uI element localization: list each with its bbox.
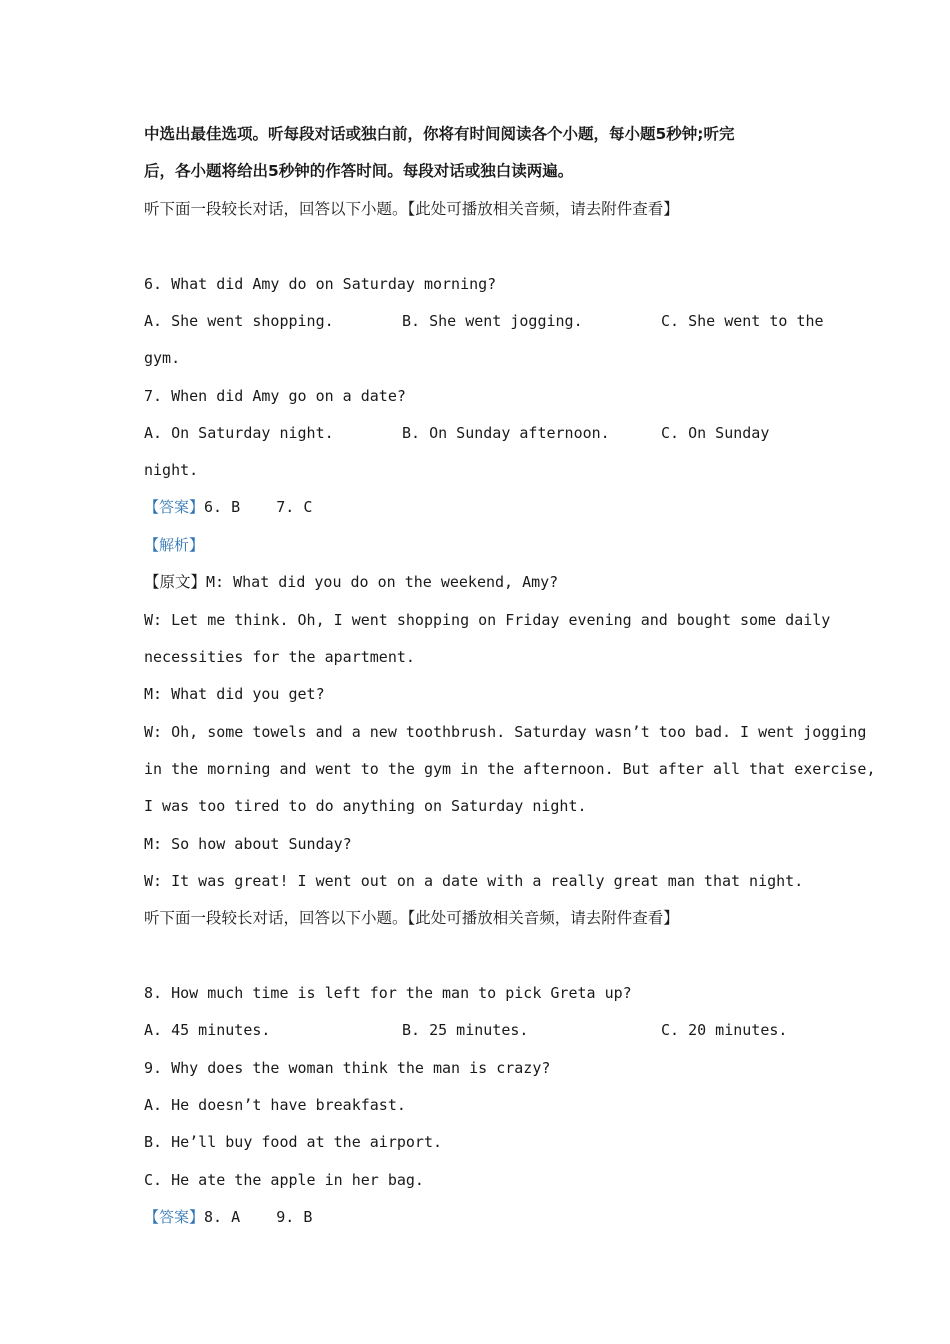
- question-9-option-a: A. He doesn’t have breakfast.: [144, 1096, 406, 1114]
- question-9-option-b: B. He’ll buy food at the airport.: [144, 1133, 443, 1151]
- transcript-tag: 【原文】: [144, 573, 207, 591]
- question-6-option-a: A. She went shopping.: [144, 312, 334, 330]
- transcript-line: M: What did you get?: [144, 685, 325, 703]
- question-6-stem: 6. What did Amy do on Saturday morning?: [144, 275, 497, 293]
- section-prompt: 听下面一段较长对话，回答以下小题。【此处可播放相关音频，请去附件查看】: [144, 200, 679, 218]
- transcript-line: necessities for the apartment.: [144, 648, 415, 666]
- answer-line-2: [144, 1207, 312, 1227]
- section-prompt: 听下面一段较长对话，回答以下小题。【此处可播放相关音频，请去附件查看】: [144, 909, 679, 927]
- answer-tag: 【答案】: [144, 498, 205, 516]
- question-8-stem: 8. How much time is left for the man to pick Greta up?: [144, 984, 632, 1002]
- question-8-option-a: A. 45 minutes.: [144, 1021, 271, 1039]
- transcript-line: M: So how about Sunday?: [144, 835, 352, 853]
- transcript-text: M: What did you do on the weekend, Amy?: [206, 573, 559, 591]
- answer-tag: 【答案】: [144, 1208, 205, 1226]
- answer-text: 8. A 9. B: [204, 1208, 313, 1226]
- question-6-option-c-continued: gym.: [144, 349, 181, 367]
- transcript-line: I was too tired to do anything on Saturday night.: [144, 797, 587, 815]
- question-7-option-a: A. On Saturday night.: [144, 424, 334, 442]
- answer-line-1: [144, 497, 312, 517]
- question-8-option-b: B. 25 minutes.: [402, 1021, 529, 1039]
- question-6-option-b: B. She went jogging.: [402, 312, 583, 330]
- question-7-option-b: B. On Sunday afternoon.: [402, 424, 610, 442]
- question-7-stem: 7. When did Amy go on a date?: [144, 387, 406, 405]
- transcript-line: W: Oh, some towels and a new toothbrush. Saturday wasn’t too bad. I went jogging: [144, 723, 867, 741]
- question-6-option-c: C. She went to the: [661, 312, 824, 330]
- question-8-option-c: C. 20 minutes.: [661, 1021, 788, 1039]
- question-9-stem: 9. Why does the woman think the man is crazy?: [144, 1059, 551, 1077]
- transcript-line: W: It was great! I went out on a date with a really great man that night.: [144, 872, 804, 890]
- question-7-option-c-continued: night.: [144, 461, 199, 479]
- transcript-line: in the morning and went to the gym in the afternoon. But after all that exercise,: [144, 760, 876, 778]
- instructions-line-1: 中选出最佳选项。听每段对话或独白前，你将有时间阅读各个小题，每小题5秒钟;听完: [144, 125, 735, 143]
- question-9-option-c: C. He ate the apple in her bag.: [144, 1171, 424, 1189]
- question-7-option-c: C. On Sunday: [661, 424, 770, 442]
- transcript-line: [144, 572, 558, 592]
- answer-text: 6. B 7. C: [204, 498, 313, 516]
- analysis-tag: 【解析】: [144, 536, 205, 554]
- transcript-line: W: Let me think. Oh, I went shopping on Friday evening and bought some daily: [144, 611, 831, 629]
- instructions-line-2: 后，各小题将给出5秒钟的作答时间。每段对话或独白读两遍。: [144, 162, 574, 180]
